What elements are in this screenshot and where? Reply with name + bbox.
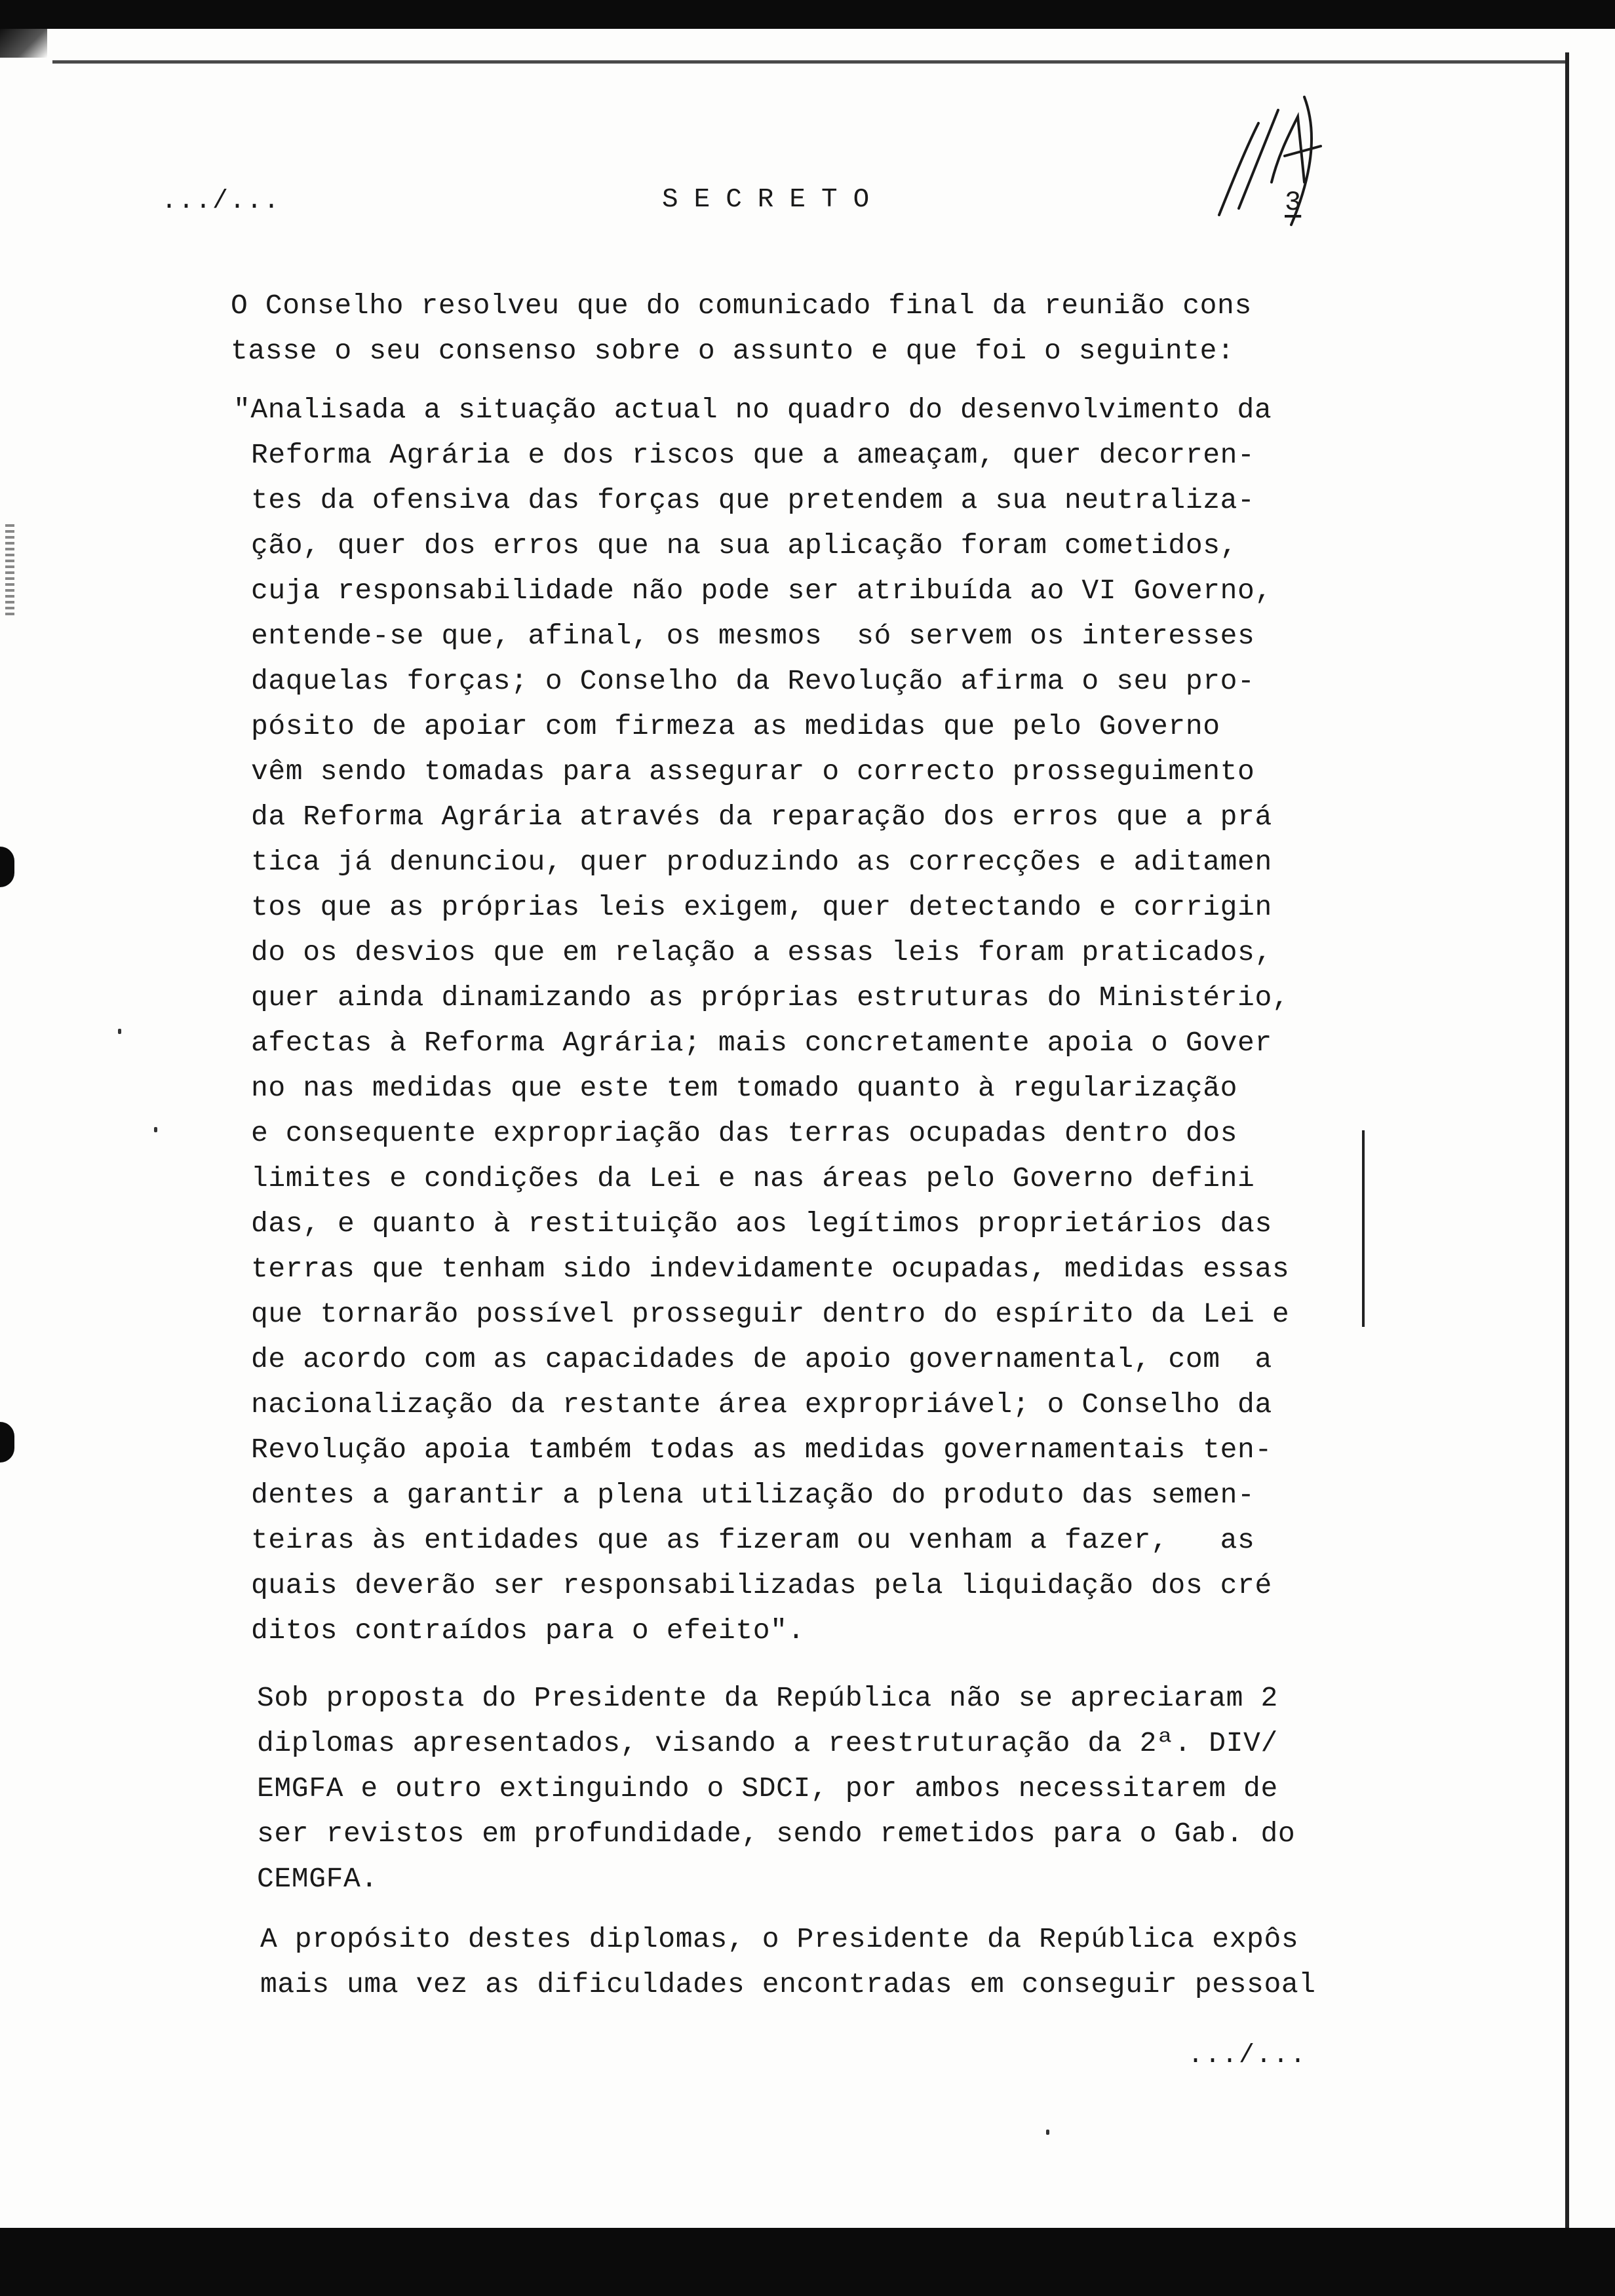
body-line: Sob proposta do Presidente da República não se apreciaram 2 [257, 1682, 1278, 1714]
resolution-line: teiras às entidades que as fizeram ou venham a fazer, as [251, 1524, 1255, 1556]
resolution-line: "Analisada a situação actual no quadro do desenvolvimento da [233, 394, 1272, 426]
body-line: mais uma vez as dificuldades encontradas em conseguir pessoal [260, 1968, 1316, 2000]
scan-speck [154, 1127, 157, 1132]
resolution-line: Reforma Agrária e dos riscos que a ameaçam, quer decorren- [251, 439, 1255, 471]
scan-border-right [1565, 52, 1569, 2228]
resolution-line: e consequente expropriação das terras ocupadas dentro dos [251, 1117, 1238, 1149]
resolution-line: daquelas forças; o Conselho da Revolução afirma o seu pro- [251, 665, 1255, 697]
resolution-line: ção, quer dos erros que na sua aplicação foram cometidos, [251, 529, 1238, 562]
scan-rule-top [52, 60, 1566, 64]
resolution-line: quais deverão ser responsabilizadas pela liquidação dos cré [251, 1569, 1272, 1601]
scan-speck [1046, 2130, 1049, 2135]
resolution-line: quer ainda dinamizando as próprias estruturas do Ministério, [251, 982, 1290, 1014]
resolution-line: do os desvios que em relação a essas leis foram praticados, [251, 936, 1272, 968]
classification-heading: SECRETO [662, 185, 885, 215]
resolution-line: ditos contraídos para o efeito". [251, 1615, 805, 1647]
continues-on-mark: .../... [1188, 2041, 1308, 2071]
resolution-line: entende-se que, afinal, os mesmos só servem os interesses [251, 620, 1255, 652]
resolution-line: vêm sendo tomadas para assegurar o correcto prosseguimento [251, 756, 1255, 788]
margin-annotation-bar [1362, 1130, 1365, 1327]
resolution-line: no nas medidas que este tem tomado quanto à regularização [251, 1072, 1238, 1104]
scan-border-top [0, 0, 1615, 29]
scan-edge-noise [5, 524, 14, 616]
resolution-line: nacionalização da restante área expropriável; o Conselho da [251, 1388, 1272, 1421]
continued-from-mark: .../... [161, 187, 281, 216]
resolution-line: afectas à Reforma Agrária; mais concretamente apoia o Gover [251, 1027, 1272, 1059]
resolution-line: de acordo com as capacidades de apoio governamental, com a [251, 1343, 1272, 1375]
punch-hole-upper [0, 847, 14, 887]
scan-speck [118, 1029, 121, 1034]
resolution-line: terras que tenham sido indevidamente ocupadas, medidas essas [251, 1253, 1290, 1285]
scan-corner-artifact [0, 29, 47, 58]
resolution-line: limites e condições da Lei e nas áreas pelo Governo defini [251, 1162, 1255, 1195]
page-number: 3 [1285, 187, 1302, 218]
body-line: CEMGFA. [257, 1863, 378, 1895]
body-line: ser revistos em profundidade, sendo remetidos para o Gab. do [257, 1818, 1296, 1850]
resolution-line: tica já denunciou, quer produzindo as correcções e aditamen [251, 846, 1272, 878]
resolution-line: cuja responsabilidade não pode ser atribuída ao VI Governo, [251, 575, 1272, 607]
resolution-line: da Reforma Agrária através da reparação dos erros que a prá [251, 801, 1272, 833]
scan-border-bottom [0, 2228, 1615, 2296]
body-line: EMGFA e outro extinguindo o SDCI, por ambos necessitarem de [257, 1772, 1278, 1805]
resolution-line: Revolução apoia também todas as medidas governamentais ten- [251, 1434, 1272, 1466]
body-line: diplomas apresentados, visando a reestruturação da 2ª. DIV/ [257, 1727, 1278, 1759]
body-line: O Conselho resolveu que do comunicado final da reunião cons [231, 290, 1252, 322]
punch-hole-lower [0, 1422, 14, 1463]
body-line: A propósito destes diplomas, o Presidente da República expôs [260, 1923, 1299, 1955]
handwritten-initials [1206, 84, 1331, 235]
resolution-line: tes da ofensiva das forças que pretendem a sua neutraliza- [251, 484, 1255, 516]
resolution-line: tos que as próprias leis exigem, quer detectando e corrigin [251, 891, 1272, 923]
resolution-line: dentes a garantir a plena utilização do produto das semen- [251, 1479, 1255, 1511]
resolution-line: das, e quanto à restituição aos legítimos proprietários das [251, 1208, 1272, 1240]
body-line: tasse o seu consenso sobre o assunto e que foi o seguinte: [231, 335, 1235, 367]
resolution-line: que tornarão possível prosseguir dentro do espírito da Lei e [251, 1298, 1290, 1330]
resolution-line: pósito de apoiar com firmeza as medidas que pelo Governo [251, 710, 1220, 742]
